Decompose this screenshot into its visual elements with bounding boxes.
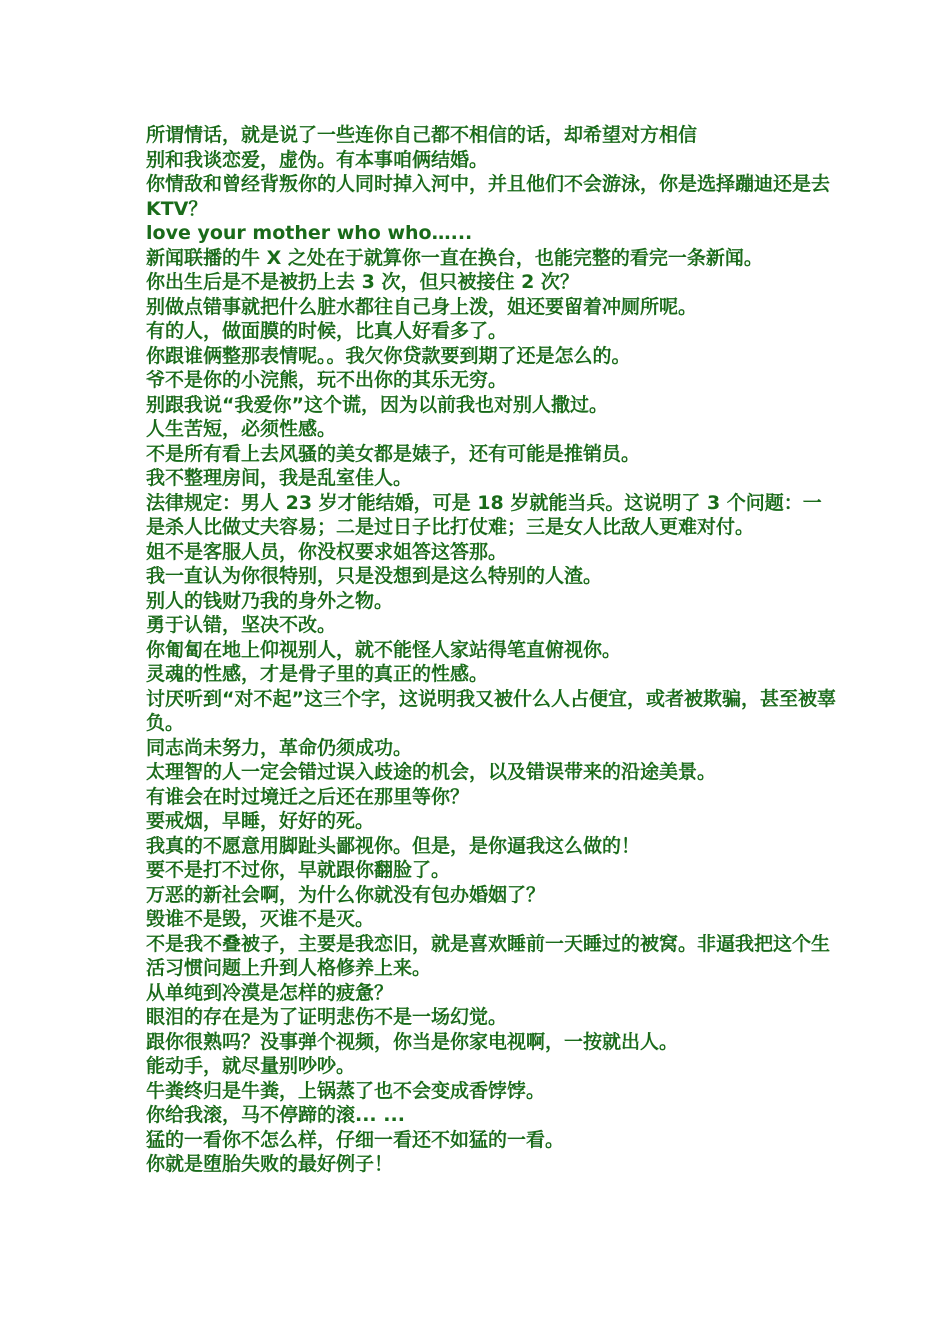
text-line: 我不整理房间，我是乱室佳人。 (146, 467, 413, 489)
text-line: 万恶的新社会啊，为什么你就没有包办婚姻了？ (146, 883, 546, 906)
text-line: 人生苦短，必须性感。 (146, 418, 337, 440)
text-line: 从单纯到冷漠是怎样的疲惫？ (146, 981, 394, 1004)
text-line: 新闻联播的牛 X 之处在于就算你一直在换台，也能完整的看完一条新闻。 (146, 246, 763, 269)
text-line: 你匍匐在地上仰视别人，就不能怪人家站得笔直俯视你。 (146, 638, 622, 661)
text-line: 有的人，做面膜的时候，比真人好看多了。 (146, 320, 508, 342)
text-line: 不是我不叠被子，主要是我恋旧，就是喜欢睡前一天睡过的被窝。非逼我把这个生活习惯问题上升到人格修养上来。 (146, 932, 831, 979)
text-line: 跟你很熟吗？没事弹个视频，你当是你家电视啊，一按就出人。 (146, 1030, 679, 1053)
text-line: 猛的一看你不怎么样，仔细一看还不如猛的一看。 (146, 1128, 565, 1151)
text-line: 姐不是客服人员，你没权要求姐答这答那。 (146, 540, 508, 563)
text-line: 你情敌和曾经背叛你的人同时掉入河中，并且他们不会游泳，你是选择蹦迪还是去 KTV？ (146, 173, 831, 220)
text-line: 太理智的人一定会错过误入歧途的机会，以及错误带来的沿途美景。 (146, 761, 717, 783)
text-line: 别跟我说“我爱你”这个谎，因为以前我也对别人撒过。 (146, 393, 608, 416)
text-line: 毁谁不是毁，灭谁不是灭。 (146, 908, 375, 930)
text-line: 别做点错事就把什么脏水都往自己身上泼，姐还要留着冲厕所呢。 (146, 295, 698, 318)
text-line: 有谁会在时过境迁之后还在那里等你？ (146, 785, 470, 808)
text-line: 你就是堕胎失败的最好例子！ (146, 1153, 394, 1175)
text-line: 你出生后是不是被扔上去 3 次，但只被接住 2 次？ (146, 271, 579, 293)
text-line: 同志尚未努力，革命仍须成功。 (146, 736, 413, 759)
text-line: 法律规定：男人 23 岁才能结婚，可是 18 岁就能当兵。这说明了 3 个问题：一是杀人比做丈夫容易；二是过日子比打仗难；三是女人比敌人更难对付。 (146, 491, 822, 538)
text-line: 我一直认为你很特别，只是没想到是这么特别的人渣。 (146, 565, 603, 587)
text-line: 牛粪终归是牛粪，上锅蒸了也不会变成香饽饽。 (146, 1079, 546, 1102)
text-line: 讨厌听到“对不起”这三个字，这说明我又被什么人占便宜，或者被欺骗，甚至被辜负。 (146, 687, 836, 734)
text-line: 别和我谈恋爱，虚伪。有本事咱俩结婚。 (146, 148, 489, 171)
text-line: 爷不是你的小浣熊，玩不出你的其乐无穷。 (146, 369, 508, 391)
text-line: 灵魂的性感，才是骨子里的真正的性感。 (146, 663, 489, 685)
text-line: 别人的钱财乃我的身外之物。 (146, 589, 394, 612)
text-line: love your mother who who…... (146, 222, 473, 244)
text-line: 要不是打不过你，早就跟你翻脸了。 (146, 859, 451, 881)
text-line: 我真的不愿意用脚趾头鄙视你。但是，是你逼我这么做的！ (146, 834, 641, 857)
text-line: 要戒烟，早睡，好好的死。 (146, 810, 375, 832)
text-line: 能动手，就尽量别吵吵。 (146, 1055, 356, 1077)
text-line: 所谓情话，就是说了一些连你自己都不相信的话，却希望对方相信 (146, 124, 698, 146)
text-line: 眼泪的存在是为了证明悲伤不是一场幻觉。 (146, 1006, 508, 1028)
text-line: 不是所有看上去风骚的美女都是婊子，还有可能是推销员。 (146, 442, 641, 465)
text-line: 你给我滚，马不停蹄的滚... ... (146, 1104, 405, 1126)
text-line: 你跟谁俩整那表情呢。。我欠你贷款要到期了还是怎么的。 (146, 344, 631, 367)
document-body (146, 123, 836, 1177)
text-line: 勇于认错，坚决不改。 (146, 614, 337, 636)
